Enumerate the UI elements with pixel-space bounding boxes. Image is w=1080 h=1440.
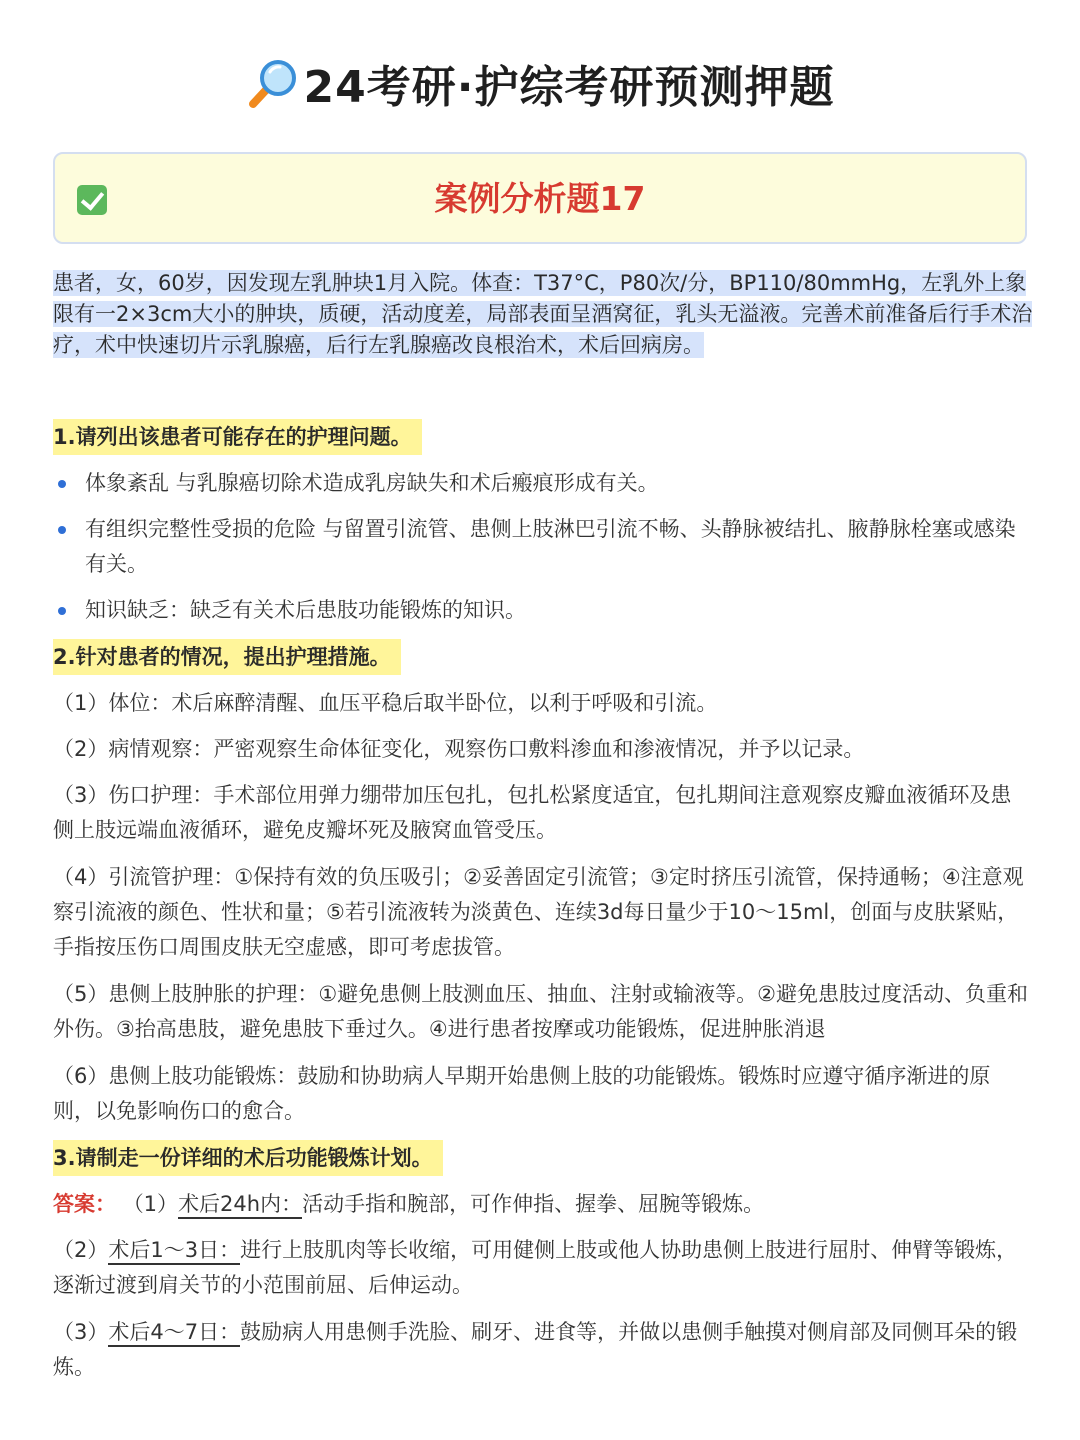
measure-paragraph: （2）病情观察：严密观察生命体征变化，观察伤口敷料渗血和渗液情况，并予以记录。 [53, 737, 865, 761]
bullet-dot-icon [58, 607, 66, 615]
answer-paragraph: 答案： （1）术后24h内：活动手指和腕部，可作伸指、握拳、屈腕等锻炼。 [53, 1187, 1028, 1222]
case-description [53, 268, 1033, 361]
answer-term: 术后1～3日： [108, 1238, 240, 1265]
case-title-card [53, 152, 1027, 244]
measure-paragraph: （1）体位：术后麻醉清醒、血压平稳后取半卧位，以利于呼吸和引流。 [53, 691, 718, 715]
measure-paragraph: （5）患侧上肢肿胀的护理：①避免患侧上肢测血压、抽血、注射或输液等。②避免患肢过度活动、负重和外伤。③抬高患肢，避免患肢下垂过久。④进行患者按摩或功能锻炼，促进肿胀消退 [53, 982, 1029, 1041]
answer-term: 术后4～7日： [108, 1320, 240, 1347]
answer-paragraph: （2）术后1～3日：进行上肢肌肉等长收缩，可用健侧上肢或他人协助患侧上肢进行屈肘、伸臂等锻炼，逐渐过渡到肩关节的小范围前屈、后伸运动。 [53, 1238, 1018, 1297]
measure-paragraph: （3）伤口护理：手术部位用弹力绷带加压包扎，包扎松紧度适宜，包扎期间注意观察皮瓣血液循环及患侧上肢远端血液循环，避免皮瓣坏死及腋窝血管受压。 [53, 783, 1012, 842]
question-1-heading: 1.请列出该患者可能存在的护理问题。 [53, 419, 422, 455]
answer-term: 术后24h内： [178, 1192, 302, 1219]
list-item: 体象紊乱 与乳腺癌切除术造成乳房缺失和术后瘢痕形成有关。 [53, 466, 1028, 501]
measure-paragraph: （6）患侧上肢功能锻炼：鼓励和协助病人早期开始患侧上肢的功能锻炼。锻炼时应遵守循序渐进的原则，以免影响伤口的愈合。 [53, 1064, 991, 1123]
page-title-text: 24考研·护综考研预测押题 [303, 62, 835, 113]
bullet-dot-icon [58, 480, 66, 488]
bullet-dot-icon [58, 526, 66, 534]
question-2-heading: 2.针对患者的情况，提出护理措施。 [53, 639, 401, 675]
case-text: 患者，女，60岁，因发现左乳肿块1月入院。体查：T37°C，P80次/分，BP110/80mmHg，左乳外上象限有一2×3cm大小的肿块，质硬，活动度差，局部表面呈酒窝征，乳头无溢液。完善术前准备后行手术治疗，术中快速切片示乳腺癌，后行左乳腺癌改良根治术，术后回病房。 [53, 271, 1033, 357]
case-title: 案例分析题17 [434, 179, 646, 218]
question-3-heading: 3.请制走一份详细的术后功能锻炼计划。 [53, 1140, 443, 1176]
list-item: 有组织完整性受损的危险 与留置引流管、患侧上肢淋巴引流不畅、头静脉被结扎、腋静脉栓塞或感染有关。 [53, 512, 1028, 582]
page-title [0, 56, 1080, 118]
measure-paragraph: （4）引流管护理：①保持有效的负压吸引；②妥善固定引流管；③定时挤压引流管，保持通畅；④注意观察引流液的颜色、性状和量；⑤若引流液转为淡黄色、连续3d每日量少于10～15ml，创面与皮肤紧贴，手指按压伤口周围皮肤无空虚感，即可考虑拔管。 [53, 865, 1024, 959]
answer-paragraph: （3）术后4～7日：鼓励病人用患侧手洗脸、刷牙、进食等，并做以患侧手触摸对侧肩部及同侧耳朵的锻炼。 [53, 1320, 1018, 1379]
magnifier-icon [246, 56, 300, 110]
list-item: 知识缺乏：缺乏有关术后患肢功能锻炼的知识。 [53, 593, 1028, 628]
answer-label: 答案： [53, 1192, 116, 1216]
